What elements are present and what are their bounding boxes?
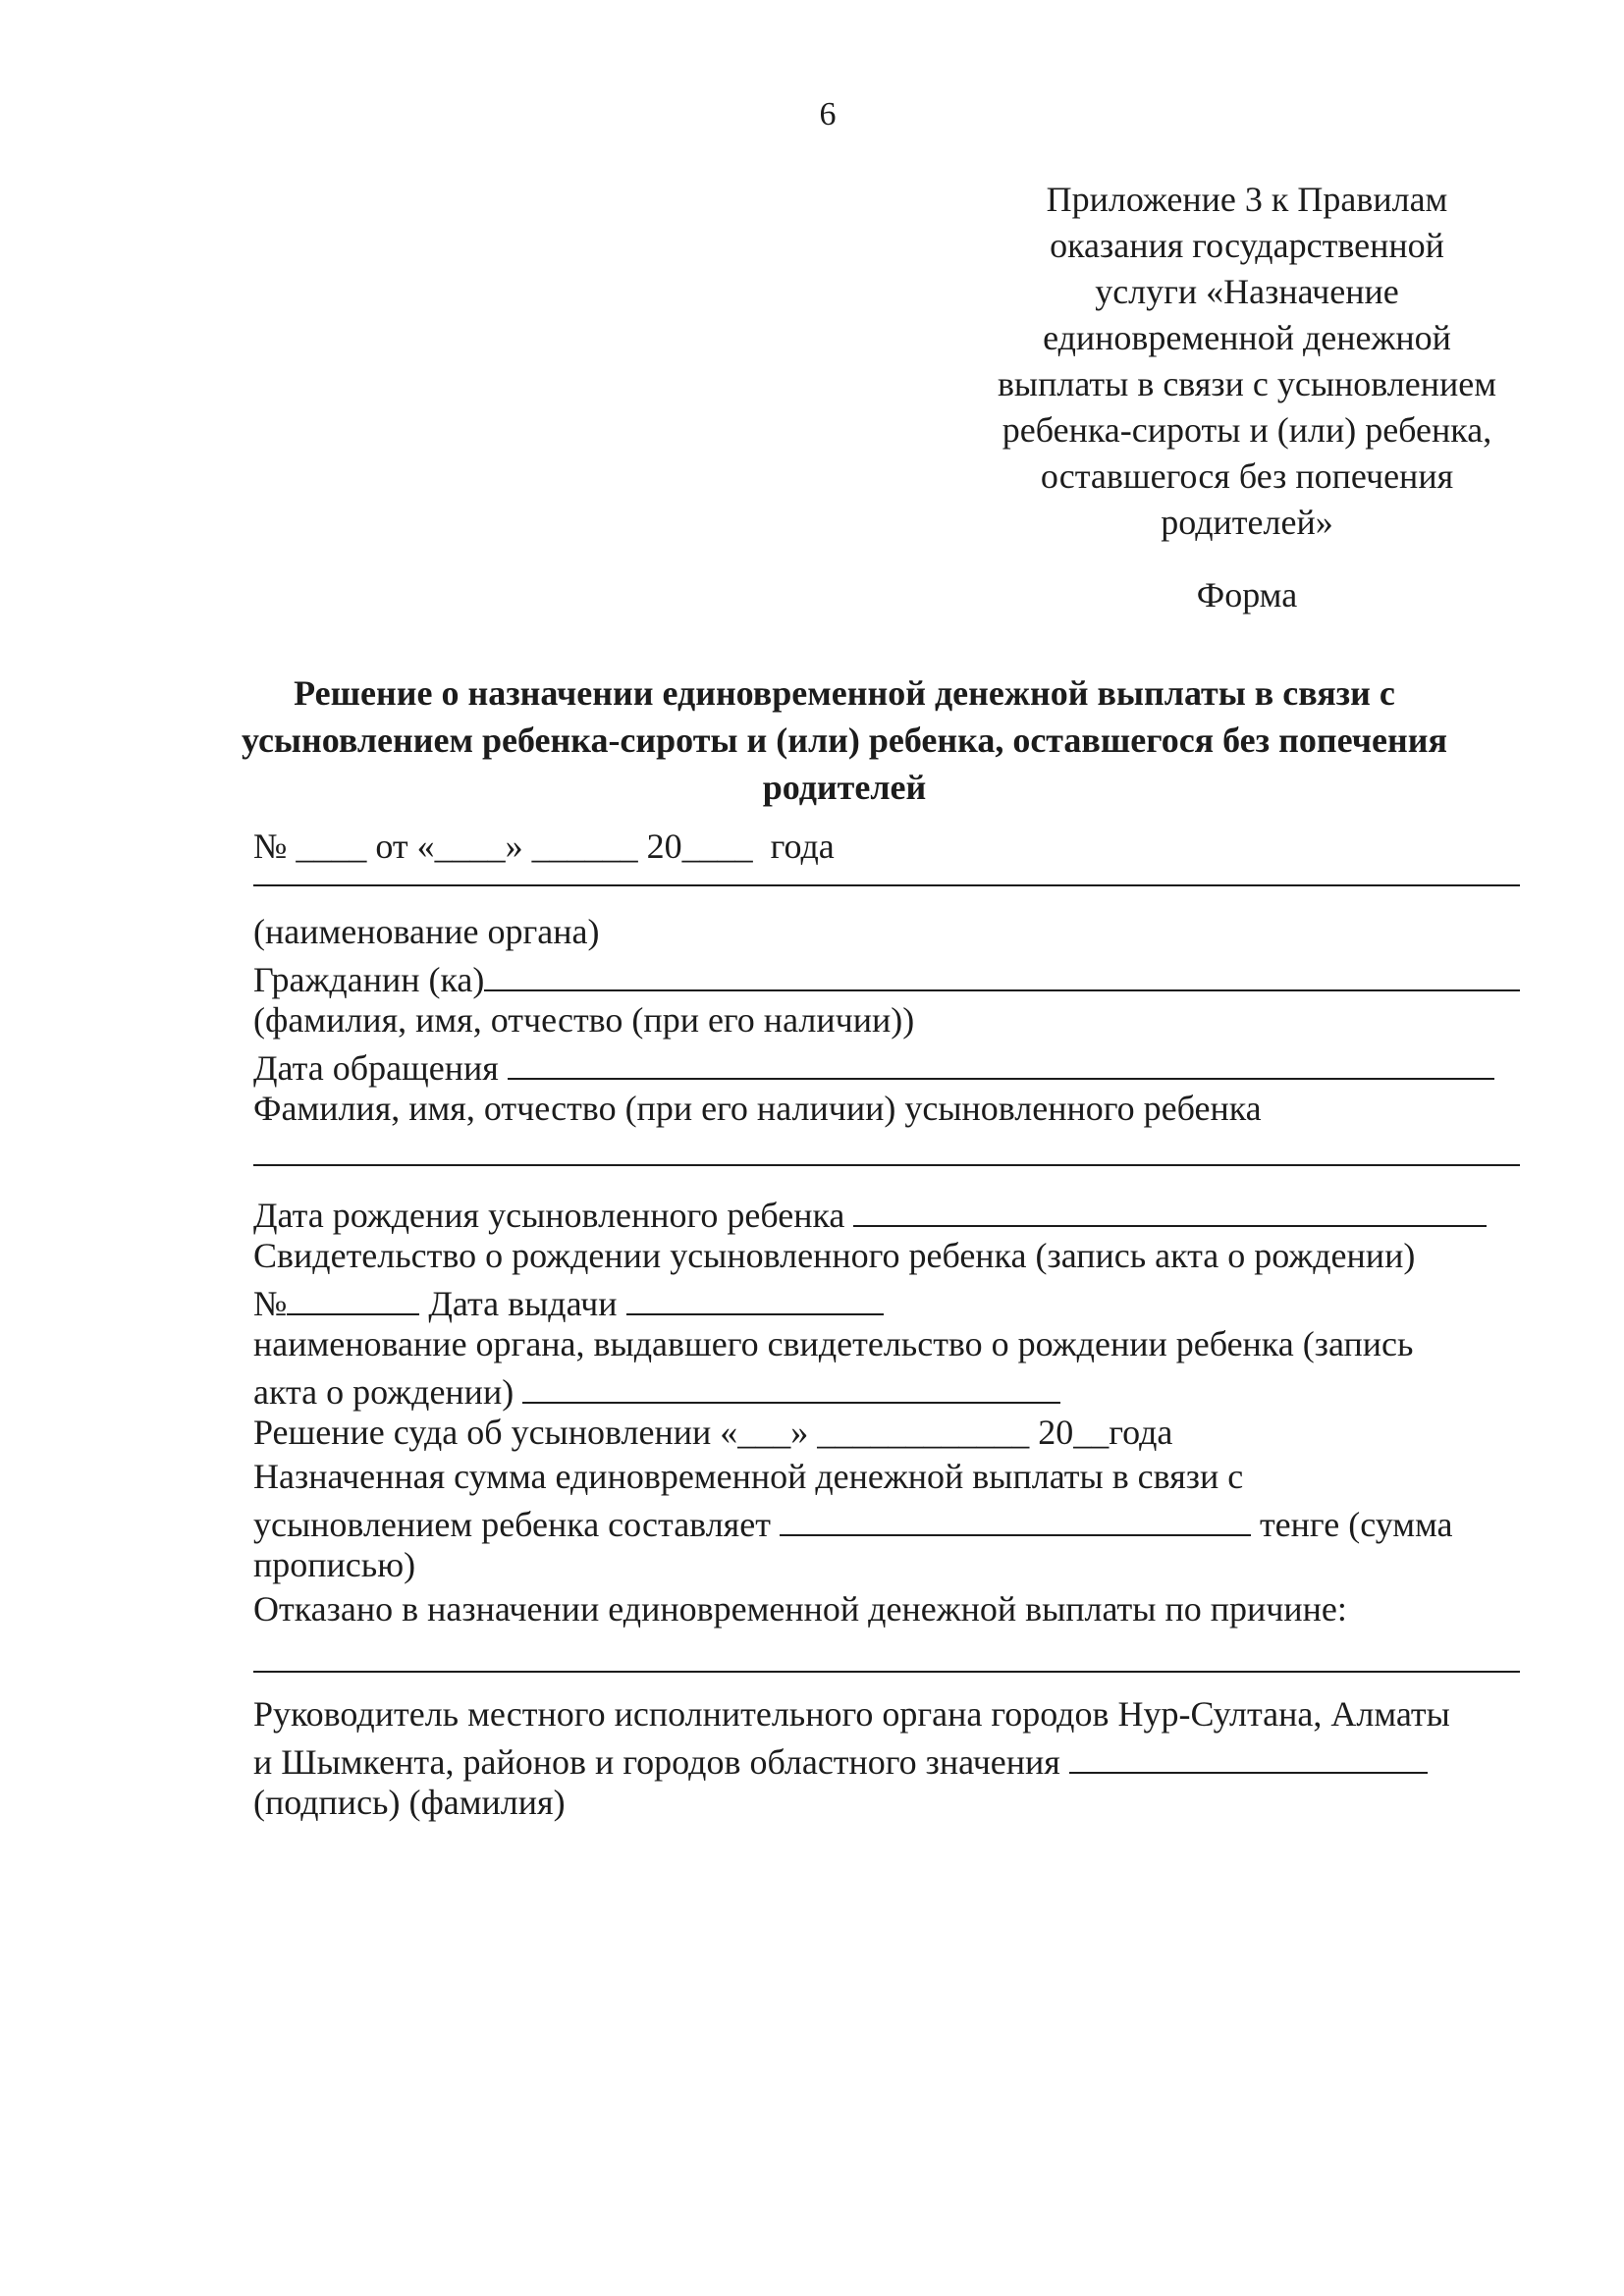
fill-in-blank (484, 954, 1520, 991)
separator-rule (253, 884, 1520, 886)
form-line (253, 1499, 1520, 1543)
fill-in-blank (780, 1499, 1251, 1536)
appendix-note-line: ребенка-сироты и (или) ребенка, (1001, 410, 1492, 450)
form-text: Руководитель местного исполнительного органа городов Нур-Султана, Алматы (253, 1694, 1450, 1734)
separator-rule (253, 1671, 1520, 1673)
document-title (177, 669, 1512, 811)
form-body (253, 825, 1520, 1825)
form-line (253, 954, 1520, 998)
form-line (253, 1781, 1520, 1825)
form-line (253, 1692, 1520, 1736)
form-line (253, 1042, 1520, 1087)
fill-in-blank (508, 1042, 1494, 1080)
appendix-note-line: Приложение 3 к Правилам (1046, 180, 1448, 219)
form-text: прописью) (253, 1545, 416, 1584)
form-text: № (253, 1284, 288, 1323)
appendix-note-line: единовременной денежной (1043, 318, 1451, 357)
form-line (253, 1190, 1520, 1234)
form-line (253, 1322, 1520, 1366)
form-line (253, 1278, 1520, 1322)
fill-in-blank (853, 1190, 1487, 1227)
form-line (253, 1366, 1520, 1411)
separator-rule (253, 1164, 1520, 1166)
form-text: тенге (сумма (1250, 1505, 1453, 1544)
fill-in-blank (522, 1366, 1060, 1404)
form-text: и Шымкента, районов и городов областного значения (253, 1742, 1069, 1782)
form-text: (наименование органа) (253, 912, 600, 951)
appendix-note-line: услуги «Назначение (1095, 272, 1399, 311)
appendix-note-line: родителей» (1161, 503, 1333, 542)
form-text: (фамилия, имя, отчество (при его наличии)) (253, 1000, 915, 1040)
form-text: Фамилия, имя, отчество (при его наличии) усыновленного ребенка (253, 1089, 1262, 1128)
form-text: наименование органа, выдавшего свидетельство о рождении ребенка (запись (253, 1324, 1414, 1363)
form-text: Гражданин (ка) (253, 960, 485, 999)
appendix-note-line: выплаты в связи с усыновлением (997, 364, 1497, 403)
form-text: Дата обращения (253, 1048, 508, 1088)
form-text: акта о рождении) (253, 1372, 523, 1412)
fill-in-blank (1069, 1736, 1428, 1774)
document-title-line: усыновлением ребенка-сироты и (или) ребенка, оставшегося без попечения (242, 721, 1447, 760)
document-title-line: Решение о назначении единовременной денежной выплаты в связи с (294, 673, 1395, 713)
form-text: Отказано в назначении единовременной денежной выплаты по причине: (253, 1589, 1347, 1629)
fill-in-blank (626, 1278, 884, 1315)
form-line (253, 1543, 1520, 1587)
form-label: Форма (1196, 575, 1298, 614)
appendix-note (972, 177, 1522, 546)
form-line (253, 1234, 1520, 1278)
appendix-note-line: оставшегося без попечения (1040, 456, 1454, 496)
form-text: Дата выдачи (419, 1284, 626, 1323)
form-line (253, 825, 1520, 869)
page-number: 6 (819, 96, 837, 133)
form-text: (подпись) (фамилия) (253, 1783, 566, 1822)
form-line (253, 1455, 1520, 1499)
form-line (253, 998, 1520, 1042)
form-text: Назначенная сумма единовременной денежной выплаты в связи с (253, 1457, 1244, 1496)
form-text: № ____ от «____» ______ 20____ года (253, 827, 835, 866)
form-line (253, 1411, 1520, 1455)
form-line (253, 1087, 1520, 1131)
appendix-note-line: оказания государственной (1050, 226, 1444, 265)
document-title-line: родителей (762, 768, 927, 807)
form-line (253, 910, 1520, 954)
form-line (253, 1587, 1520, 1631)
form-text: Дата рождения усыновленного ребенка (253, 1196, 854, 1235)
fill-in-blank (287, 1278, 419, 1315)
form-line (253, 1736, 1520, 1781)
form-text: усыновлением ребенка составляет (253, 1505, 780, 1544)
form-text: Решение суда об усыновлении «___» ____________ 20__года (253, 1413, 1173, 1452)
form-text: Свидетельство о рождении усыновленного ребенка (запись акта о рождении) (253, 1236, 1416, 1275)
